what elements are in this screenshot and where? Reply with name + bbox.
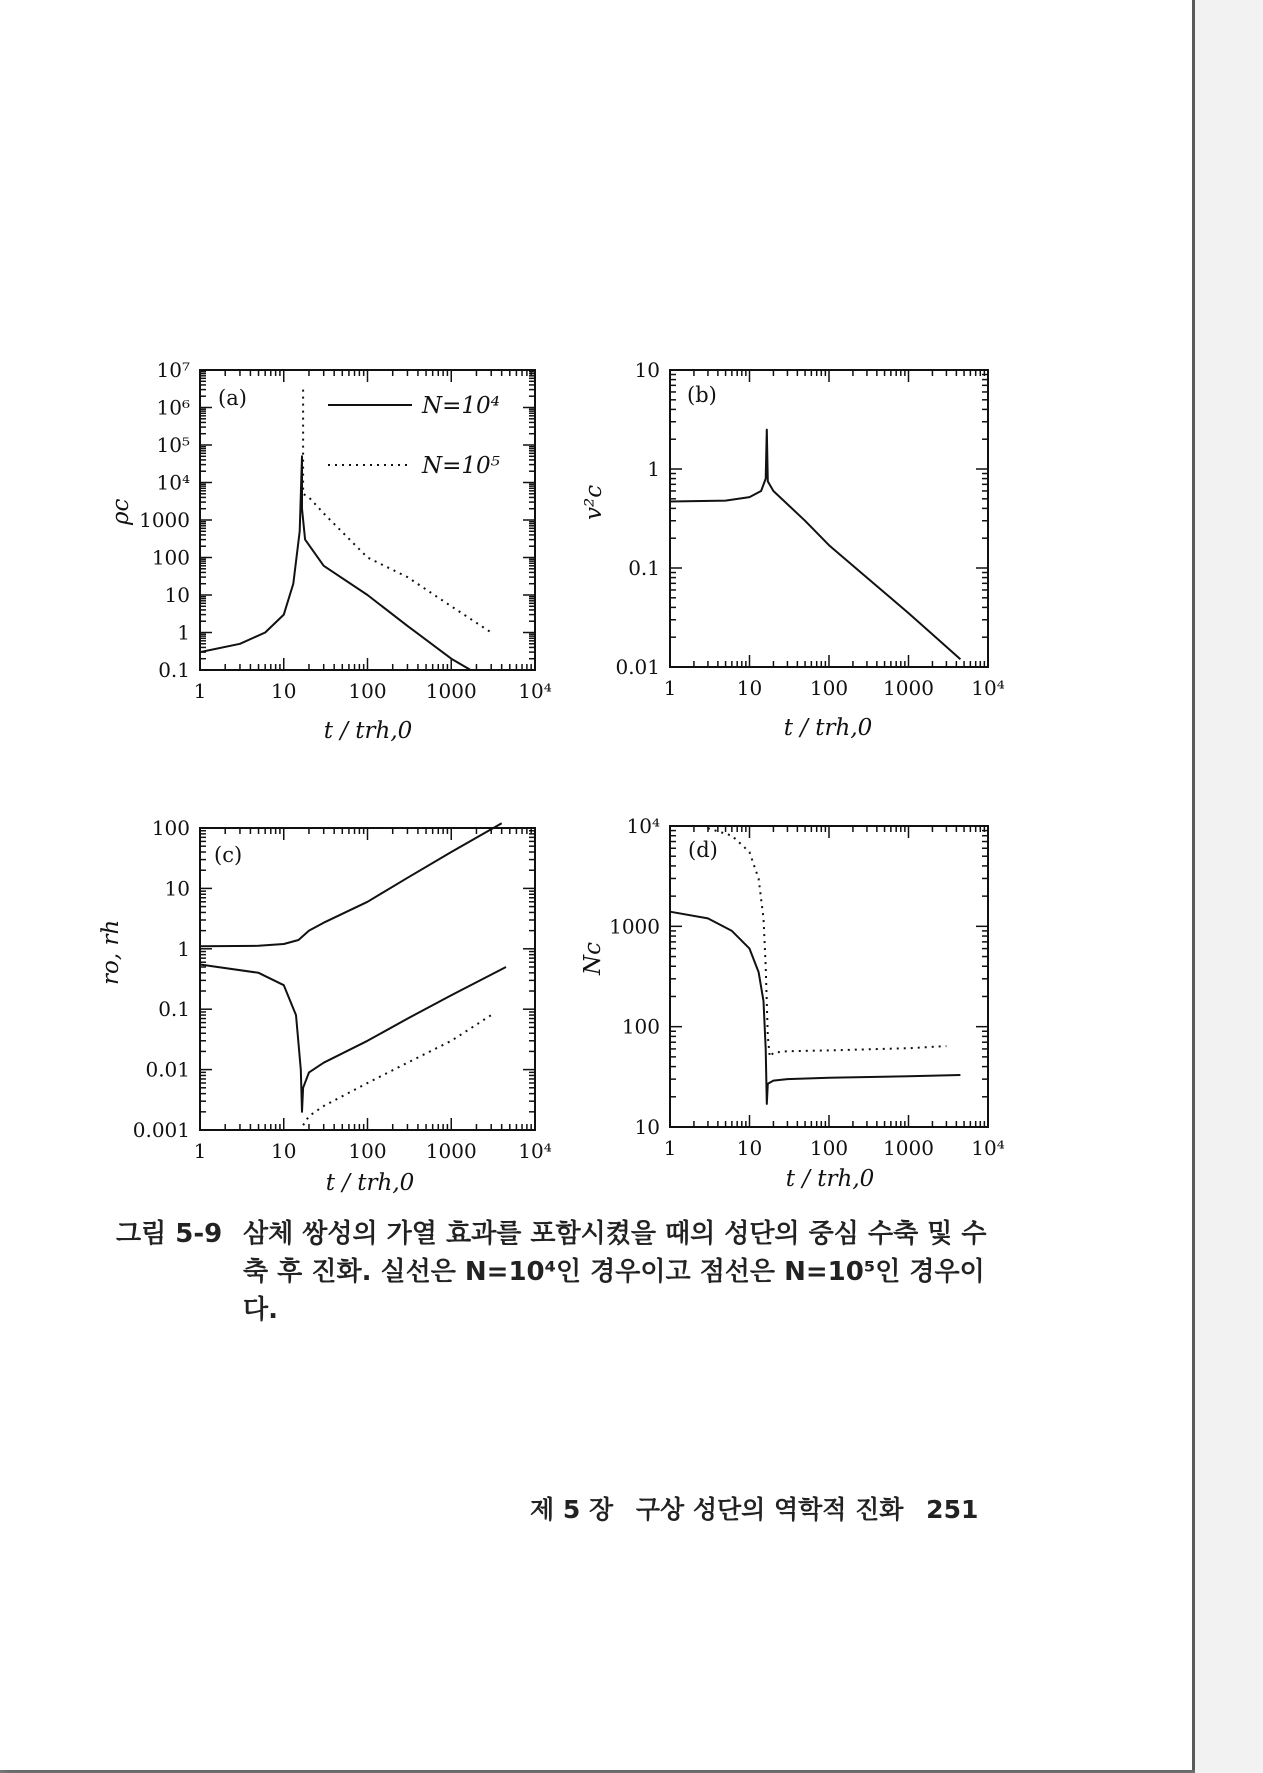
y-tick-label: 10⁴	[156, 470, 190, 495]
panel-c-label: (c)	[214, 843, 243, 867]
x-tick-label: 1000	[425, 679, 477, 703]
y-tick-label: 10⁷	[156, 358, 190, 382]
y-tick-label: 0.1	[628, 556, 660, 580]
y-tick-label: 10⁶	[156, 395, 190, 420]
series-line-d-0	[670, 912, 960, 1104]
y-tick-label: 10	[634, 358, 660, 382]
y-tick-label: 1	[177, 620, 190, 645]
panel-a-ylabel: ρc	[108, 498, 134, 525]
y-tick-label: 0.001	[132, 1118, 190, 1142]
plot-frame-b	[670, 370, 988, 667]
panel-a-xlabel: t / trh,0	[323, 718, 413, 744]
y-tick-label: 10⁴	[626, 814, 660, 838]
y-tick-label: 100	[151, 816, 190, 840]
panel-b-ylabel: v²c	[581, 484, 607, 520]
panel-c-ylabel: ro, rh	[98, 919, 124, 985]
y-tick-label: 1	[647, 457, 660, 481]
legend-entry-n1e4: N=10⁴	[422, 393, 500, 419]
legend-entry-n1e5: N=10⁵	[422, 453, 500, 479]
series-line-a-0	[200, 456, 471, 670]
y-tick-label: 1000	[609, 914, 660, 939]
caption-text: 삼체 쌍성의 가열 효과를 포함시켰을 때의 성단의 중심 수축 및 수축 후 진화. 실선은 N=10⁴인 경우이고 점선은 N=10⁵인 경우이다.	[243, 1219, 987, 1325]
plot-frame-d	[670, 826, 988, 1127]
x-tick-label: 100	[809, 1136, 849, 1160]
panel-a-label: (a)	[218, 386, 247, 410]
y-tick-label: 10	[164, 876, 190, 901]
chart-panel-a	[108, 358, 552, 744]
x-tick-label: 10⁴	[971, 1136, 1005, 1160]
x-tick-label: 10	[736, 1136, 763, 1160]
y-tick-label: 100	[151, 545, 190, 570]
panel-d-xlabel: t / trh,0	[785, 1166, 875, 1192]
y-tick-label: 0.01	[615, 655, 660, 679]
x-tick-label: 10⁴	[518, 1139, 552, 1163]
y-tick-label: 0.1	[158, 658, 190, 682]
footer-title: 구상 성단의 역학적 진화	[635, 1495, 904, 1524]
footer-chapter: 제 5 장	[530, 1495, 614, 1524]
page-footer	[530, 1490, 992, 1526]
x-tick-label: 1	[663, 676, 677, 700]
y-tick-label: 0.1	[158, 997, 190, 1022]
x-tick-label: 1000	[425, 1139, 477, 1163]
y-tick-label: 1	[177, 936, 190, 961]
x-tick-label: 1	[663, 1136, 677, 1160]
chart-panel-b	[581, 358, 1005, 741]
x-tick-label: 10	[736, 676, 763, 700]
series-line-c-1	[200, 965, 506, 1112]
x-tick-label: 10	[271, 1139, 297, 1163]
panel-b-xlabel: t / trh,0	[783, 715, 873, 741]
y-tick-label: 0.01	[145, 1057, 190, 1082]
series-line-c-2	[303, 1015, 491, 1125]
chart-panel-d	[580, 814, 1005, 1192]
y-tick-label: 100	[621, 1014, 660, 1039]
x-tick-label: 100	[348, 1139, 387, 1163]
caption-label: 그림 5-9	[116, 1219, 223, 1249]
x-tick-label: 10	[271, 679, 297, 703]
x-tick-label: 1	[193, 1139, 207, 1163]
x-tick-label: 100	[809, 676, 849, 700]
x-tick-label: 1000	[883, 1136, 934, 1160]
y-tick-label: 1000	[139, 508, 190, 532]
chart-panel-c	[98, 816, 552, 1196]
series-line-b-0	[670, 430, 960, 660]
page-number: 251	[926, 1495, 979, 1524]
x-tick-label: 100	[348, 679, 387, 703]
x-tick-label: 10⁴	[971, 676, 1005, 700]
y-tick-label: 10⁵	[156, 433, 190, 457]
series-line-c-0	[200, 823, 502, 946]
panel-c-xlabel: t / trh,0	[325, 1170, 415, 1196]
y-tick-label: 10	[634, 1115, 660, 1139]
series-line-a-1	[303, 390, 491, 633]
panel-d-label: (d)	[688, 838, 718, 862]
x-tick-label: 10⁴	[518, 679, 552, 703]
x-tick-label: 1	[193, 679, 207, 703]
panel-b-label: (b)	[687, 383, 717, 407]
panel-d-ylabel: Nc	[580, 941, 606, 975]
y-tick-label: 10	[164, 583, 190, 607]
x-tick-label: 1000	[883, 676, 934, 700]
